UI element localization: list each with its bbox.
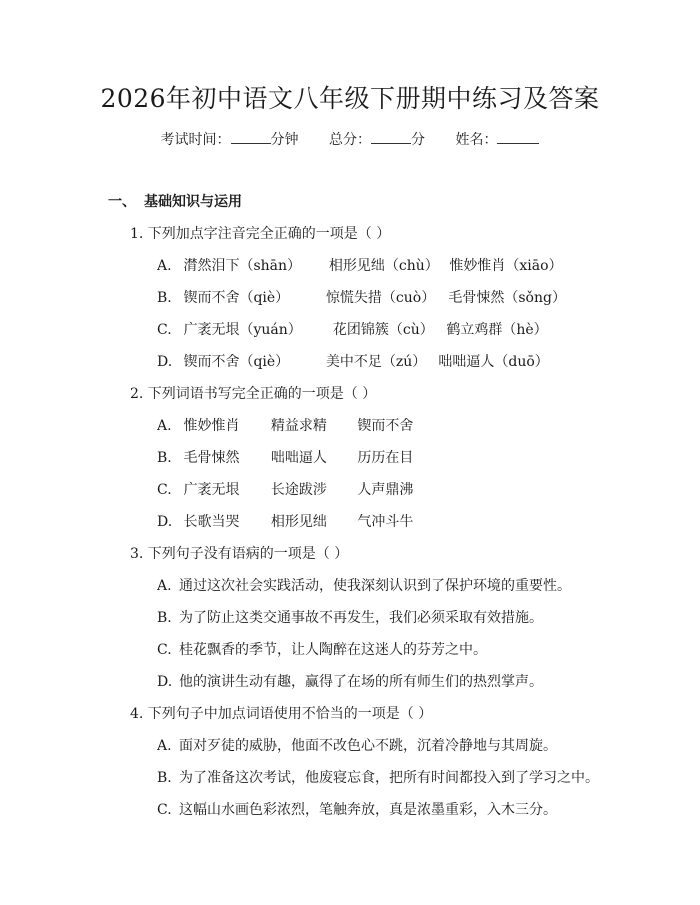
name-blank — [497, 143, 539, 144]
option-3a: A. 通过这次社会实践活动，使我深刻认识到了保护环境的重要性。 — [157, 578, 571, 594]
question-4: 4. 下列句子中加点词语使用不恰当的一项是（ ） — [130, 706, 433, 722]
option-1a: A. 潸然泪下（shān） 相形见绌（chù） 惟妙惟肖（xiāo） — [157, 258, 563, 274]
option-1d: D. 锲而不舍（qiè） 美中不足（zú） 咄咄逼人（duō） — [157, 354, 549, 370]
option-3c: C. 桂花飘香的季节，让人陶醉在这迷人的芬芳之中。 — [157, 642, 487, 658]
option-1c: C. 广袤无垠（yuán） 花团锦簇（cù） 鹤立鸡群（hè） — [157, 322, 548, 338]
option-4c: C. 这幅山水画色彩浓烈，笔触奔放，真是浓墨重彩，入木三分。 — [157, 802, 557, 818]
option-2b: B. 毛骨悚然 咄咄逼人 历历在目 — [157, 450, 414, 466]
question-3: 3. 下列句子没有语病的一项是（ ） — [130, 546, 349, 562]
time-blank — [231, 143, 271, 144]
option-2d: D. 长歌当哭 相形见绌 气冲斗牛 — [157, 514, 414, 530]
student-name: 姓名： — [455, 132, 539, 148]
score-blank — [371, 143, 411, 144]
exam-time: 考试时间： 分钟 — [160, 132, 299, 148]
option-4a: A. 面对歹徒的威胁，他面不改色心不跳，沉着冷静地与其周旋。 — [157, 738, 557, 754]
question-2: 2. 下列词语书写完全正确的一项是（ ） — [130, 386, 377, 402]
section-heading — [108, 192, 242, 212]
option-1b: B. 锲而不舍（qiè） 惊慌失措（cuò） 毛骨悚然（sǒng） — [157, 290, 566, 306]
option-3d: D. 他的演讲生动有趣，赢得了在场的所有师生们的热烈掌声。 — [157, 674, 543, 690]
option-3b: B. 为了防止这类交通事故不再发生，我们必须采取有效措施。 — [157, 610, 543, 626]
section-title: 基础知识与运用 — [144, 194, 242, 210]
question-1: 1. 下列加点字注音完全正确的一项是（ ） — [130, 226, 391, 242]
option-2c: C. 广袤无垠 长途跋涉 人声鼎沸 — [157, 482, 414, 498]
option-2a: A. 惟妙惟肖 精益求精 锲而不舍 — [157, 418, 414, 434]
total-score: 总分： 分 — [329, 132, 425, 148]
page-title: 2026年初中语文八年级下册期中练习及答案 — [100, 84, 600, 113]
section-number: 一、 — [108, 194, 136, 210]
exam-meta — [0, 130, 700, 150]
option-4b: B. 为了准备这次考试，他废寝忘食，把所有时间都投入到了学习之中。 — [157, 770, 599, 786]
